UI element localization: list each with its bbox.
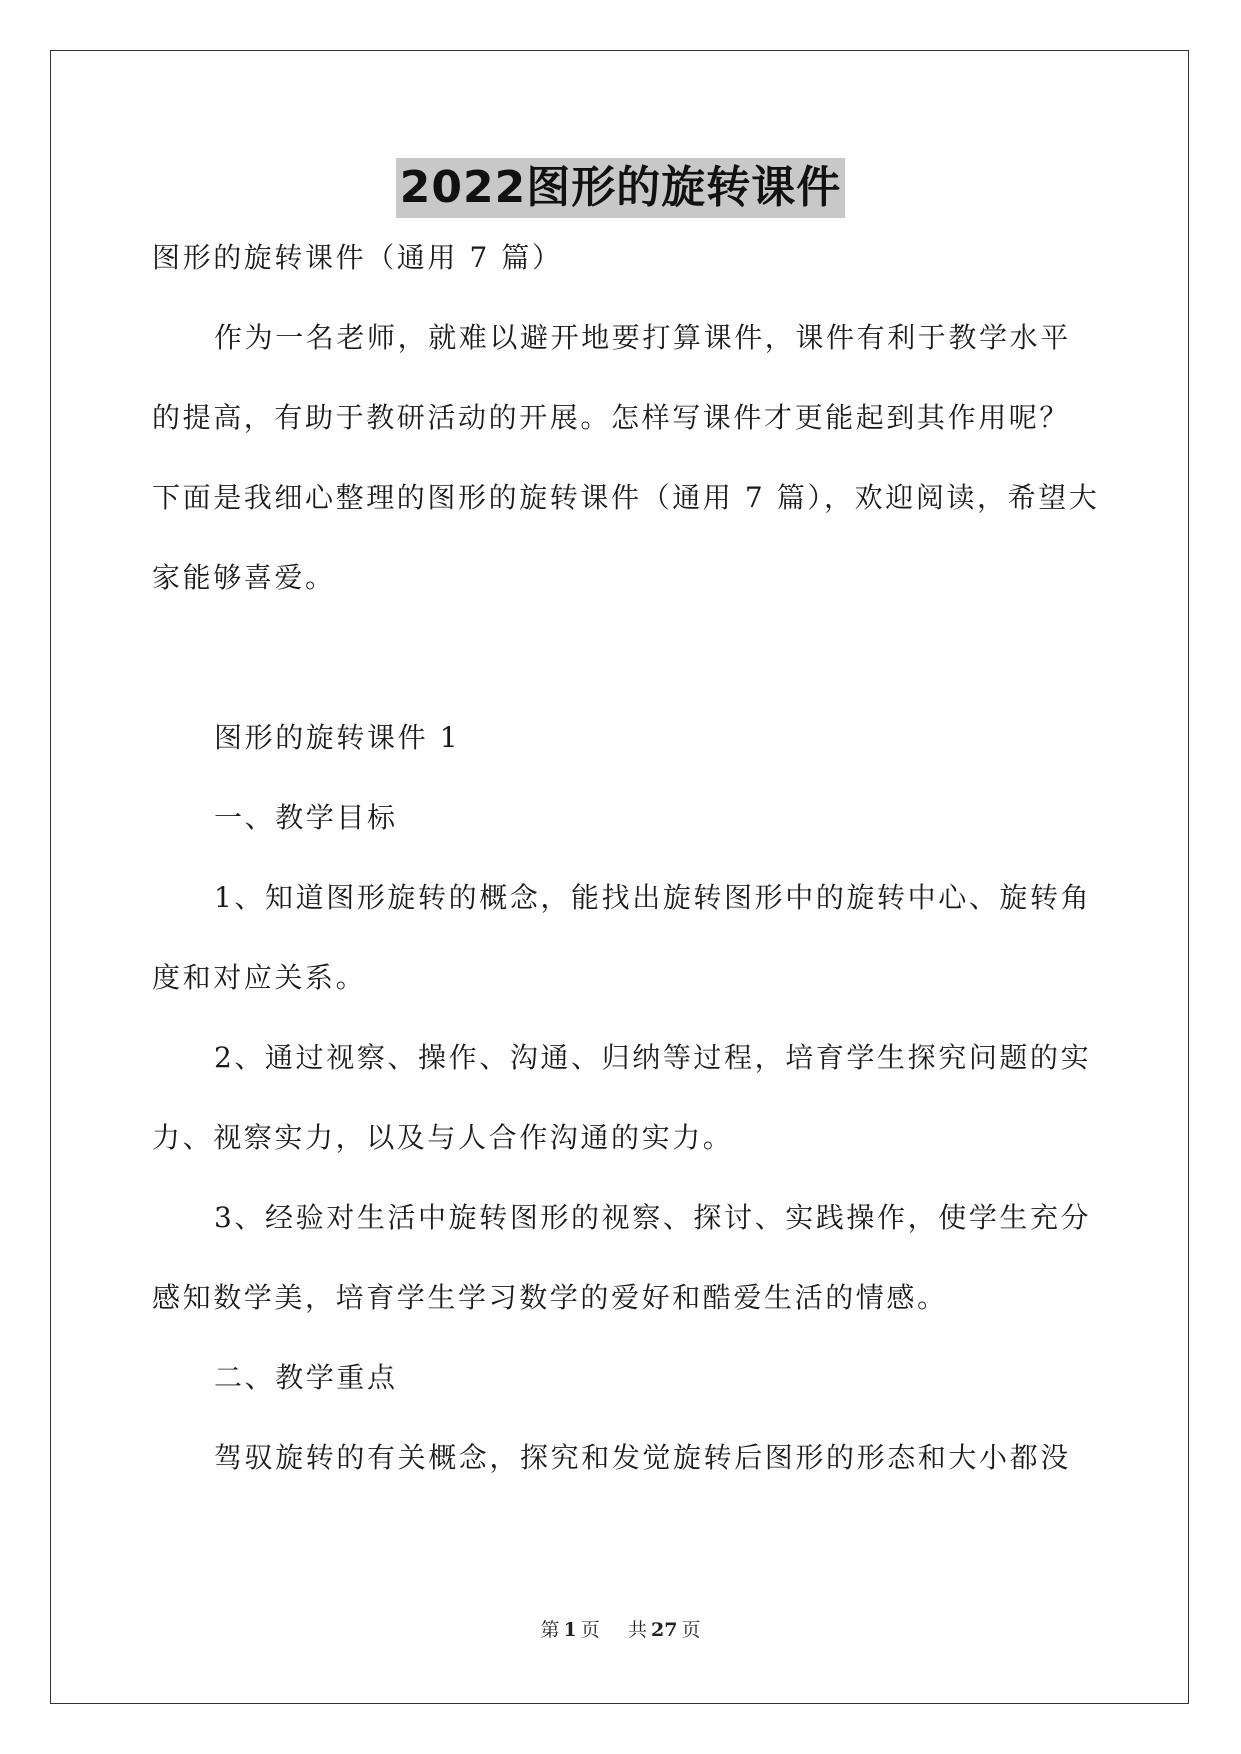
text-line: 驾驭旋转的有关概念，探究和发觉旋转后图形的形态和大小都没 [214, 1441, 1071, 1474]
page-footer [0, 1618, 1241, 1642]
text-line: 力、视察实力，以及与人合作沟通的实力。 [152, 1121, 734, 1154]
total-unit: 页 [681, 1619, 701, 1641]
text-line: 感知数学美，培育学生学习数学的爱好和酷爱生活的情感。 [152, 1281, 948, 1314]
text-line: 2、通过视察、操作、沟通、归纳等过程，培育学生探究问题的实 [214, 1041, 1092, 1074]
text-line: 1、知道图形旋转的概念，能找出旋转图形中的旋转中心、旋转角 [214, 881, 1092, 914]
title-container [0, 158, 1241, 218]
text-line: 图形的旋转课件（通用 7 篇） [152, 241, 563, 274]
text-line: 度和对应关系。 [152, 961, 367, 994]
text-line: 一、教学目标 [214, 801, 398, 834]
text-line: 二、教学重点 [214, 1361, 398, 1394]
text-line: 家能够喜爱。 [152, 561, 336, 594]
total-pages: 27 [650, 1619, 678, 1641]
text-line: 图形的旋转课件 1 [214, 721, 461, 754]
document-body [152, 238, 1100, 1518]
total-prefix: 共 [627, 1619, 647, 1641]
page-prefix: 第 [540, 1619, 560, 1641]
blank-line [152, 638, 1088, 678]
text-line: 3、经验对生活中旋转图形的视察、探讨、实践操作，使学生充分 [214, 1201, 1092, 1234]
text-line: 的提高，有助于教研活动的开展。怎样写课件才更能起到其作用呢？ [152, 401, 1071, 434]
page-current: 1 [563, 1619, 577, 1641]
page-unit: 页 [580, 1619, 600, 1641]
text-line: 下面是我细心整理的图形的旋转课件（通用 7 篇），欢迎阅读，希望大 [152, 481, 1100, 514]
text-line: 作为一名老师，就难以避开地要打算课件，课件有利于教学水平 [214, 321, 1071, 354]
document-title: 2022图形的旋转课件 [396, 158, 845, 218]
